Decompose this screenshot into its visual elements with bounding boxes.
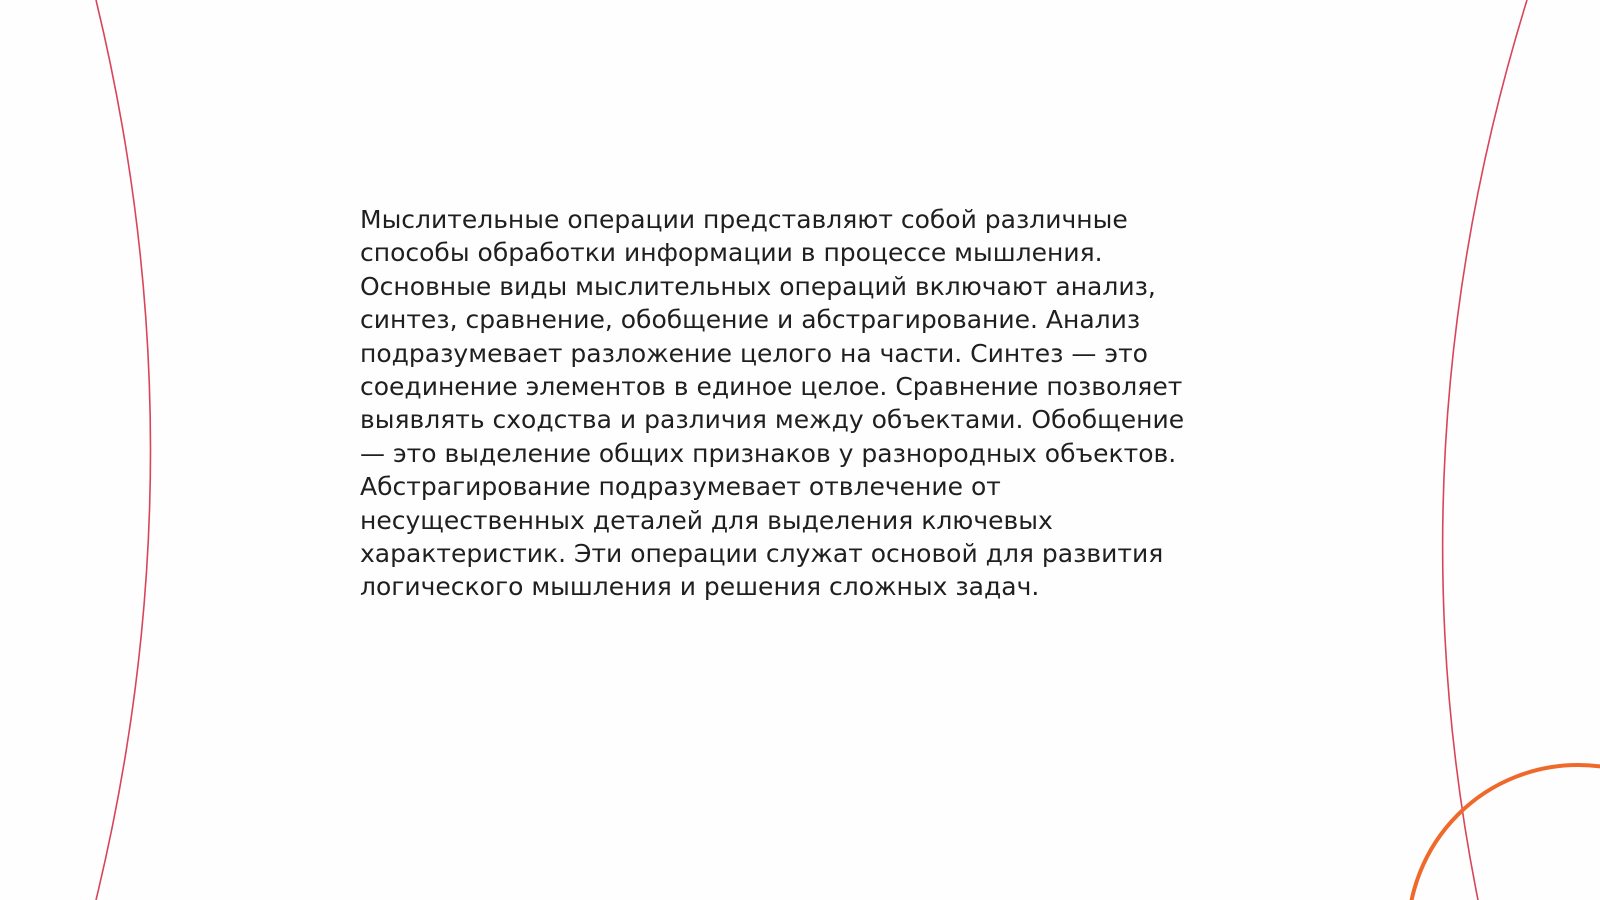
- left-curve-line: [96, 0, 151, 900]
- body-text: Мыслительные операции представляют собой различные способы обработки информации в процессе мышления. Основные виды мыслительных операций включают анализ, синтез, сравнение, обобщение и абстрагирование. Анализ подразумевает разложение целого на части. Синтез — это соединение элементов в единое целое. Сравнение позволяет выявлять сходства и различия между объектами. Обобщение — это выделение общих признаков у разнородных объектов. Абстрагирование подразумевает отвлечение от несущественных деталей для выделения ключевых характеристик. Эти операции служат основой для развития логического мышления и решения сложных задач.: [360, 205, 1185, 602]
- corner-circle-arc: [1408, 765, 1600, 900]
- right-curve-line: [1443, 0, 1527, 900]
